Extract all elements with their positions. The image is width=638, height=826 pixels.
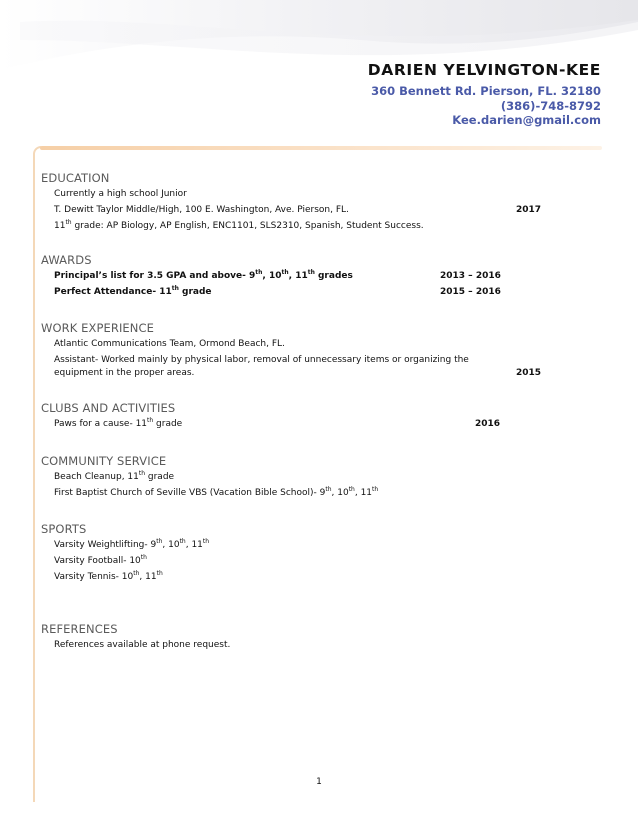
work-line (41, 352, 542, 380)
resume-header (368, 60, 601, 128)
education-section (41, 170, 561, 234)
references-section (41, 621, 561, 653)
section-title-sports: SPORTS (41, 522, 87, 536)
sport-text: , 11 (139, 572, 157, 582)
ordinal-suffix: th (307, 269, 315, 276)
top-frame-border (40, 146, 602, 150)
ordinal-suffix: th (202, 538, 210, 545)
section-title-community-service: COMMUNITY SERVICE (41, 454, 167, 468)
sport-text: , 10 (162, 540, 180, 550)
email-address: Kee.darien@gmail.com (452, 113, 601, 127)
address: 360 Bennett Rd. Pierson, FL. 32180 (371, 84, 601, 98)
community-text: grade (145, 472, 175, 482)
applicant-name: DARIEN YELVINGTON-KEE (367, 61, 601, 79)
education-date: 2017 (516, 205, 542, 215)
award-text: Perfect Attendance- 11 (54, 287, 172, 297)
sport-text: , 11 (185, 540, 203, 550)
club-date: 2016 (475, 419, 501, 429)
club-text: Paws for a cause- 11 (54, 419, 148, 429)
resume-body (41, 170, 561, 653)
ordinal-suffix: th (156, 538, 163, 545)
left-frame-border (33, 146, 41, 802)
section-title-references: REFERENCES (41, 622, 118, 636)
community-text: First Baptist Church of Seville VBS (Vacation Bible School)- 9 (54, 488, 326, 498)
sports-section (41, 521, 561, 585)
award-text: grade (178, 287, 212, 297)
award-text: grades (314, 271, 353, 281)
sport-item (41, 569, 561, 585)
community-item (41, 469, 561, 485)
ordinal-suffix: th (140, 554, 147, 561)
sport-text: Varsity Tennis- 10 (54, 572, 134, 582)
ordinal-suffix: th (133, 570, 140, 577)
ordinal-suffix: th (255, 269, 263, 276)
ordinal-suffix: th (65, 219, 72, 226)
club-text: grade (153, 419, 183, 429)
grade-number: 11 (54, 221, 66, 231)
ordinal-suffix: th (138, 470, 146, 477)
community-service-section (41, 453, 561, 501)
references-line: References available at phone request. (54, 640, 231, 650)
sport-text: Varsity Weightlifting- 9 (54, 540, 157, 550)
work-line: Atlantic Communications Team, Ormond Beach, FL. (54, 339, 285, 349)
section-title-education: EDUCATION (41, 171, 110, 185)
award-item (41, 284, 561, 300)
work-experience-section (41, 320, 561, 380)
school-name: T. Dewitt Taylor Middle/High, 100 E. Washington, Ave. Pierson, FL. (54, 205, 349, 215)
award-text: Principal’s list for 3.5 GPA and above- 9 (54, 271, 256, 281)
section-title-clubs: CLUBS AND ACTIVITIES (41, 401, 176, 415)
clubs-section (41, 400, 561, 432)
community-text: Beach Cleanup, 11 (54, 472, 139, 482)
community-item (41, 485, 561, 501)
section-title-work-experience: WORK EXPERIENCE (41, 321, 155, 335)
education-line (41, 202, 561, 218)
sport-item (41, 553, 561, 569)
ordinal-suffix: th (171, 285, 179, 292)
ordinal-suffix: th (156, 570, 163, 577)
awards-section (41, 252, 561, 300)
courses-text: grade: AP Biology, AP English, ENC1101, SLS2310, Spanish, Student Success. (71, 221, 424, 231)
work-date: 2015 (516, 368, 542, 378)
education-line (41, 218, 561, 234)
phone-number: (386)-748-8792 (500, 98, 601, 113)
award-item (41, 268, 561, 284)
award-date: 2015 – 2016 (440, 287, 501, 297)
award-date: 2013 – 2016 (440, 271, 501, 281)
ordinal-suffix: th (372, 486, 379, 493)
community-text: , 10 (331, 488, 349, 498)
education-line: Currently a high school Junior (54, 189, 187, 199)
ordinal-suffix: th (147, 417, 154, 424)
ordinal-suffix: th (325, 486, 332, 493)
award-text: , 11 (288, 271, 308, 281)
ordinal-suffix: th (348, 486, 355, 493)
work-description: Assistant- Worked mainly by physical labor, removal of unnecessary items or organizing the equipment in the proper areas. (54, 355, 469, 378)
community-text: , 11 (354, 488, 373, 498)
club-item (41, 416, 561, 432)
sport-text: Varsity Football- 10 (54, 556, 141, 566)
section-title-awards: AWARDS (41, 253, 92, 267)
page-number: 1 (316, 777, 322, 787)
sport-item (41, 537, 561, 553)
ordinal-suffix: th (281, 269, 289, 276)
ordinal-suffix: th (179, 538, 186, 545)
award-text: , 10 (262, 271, 282, 281)
